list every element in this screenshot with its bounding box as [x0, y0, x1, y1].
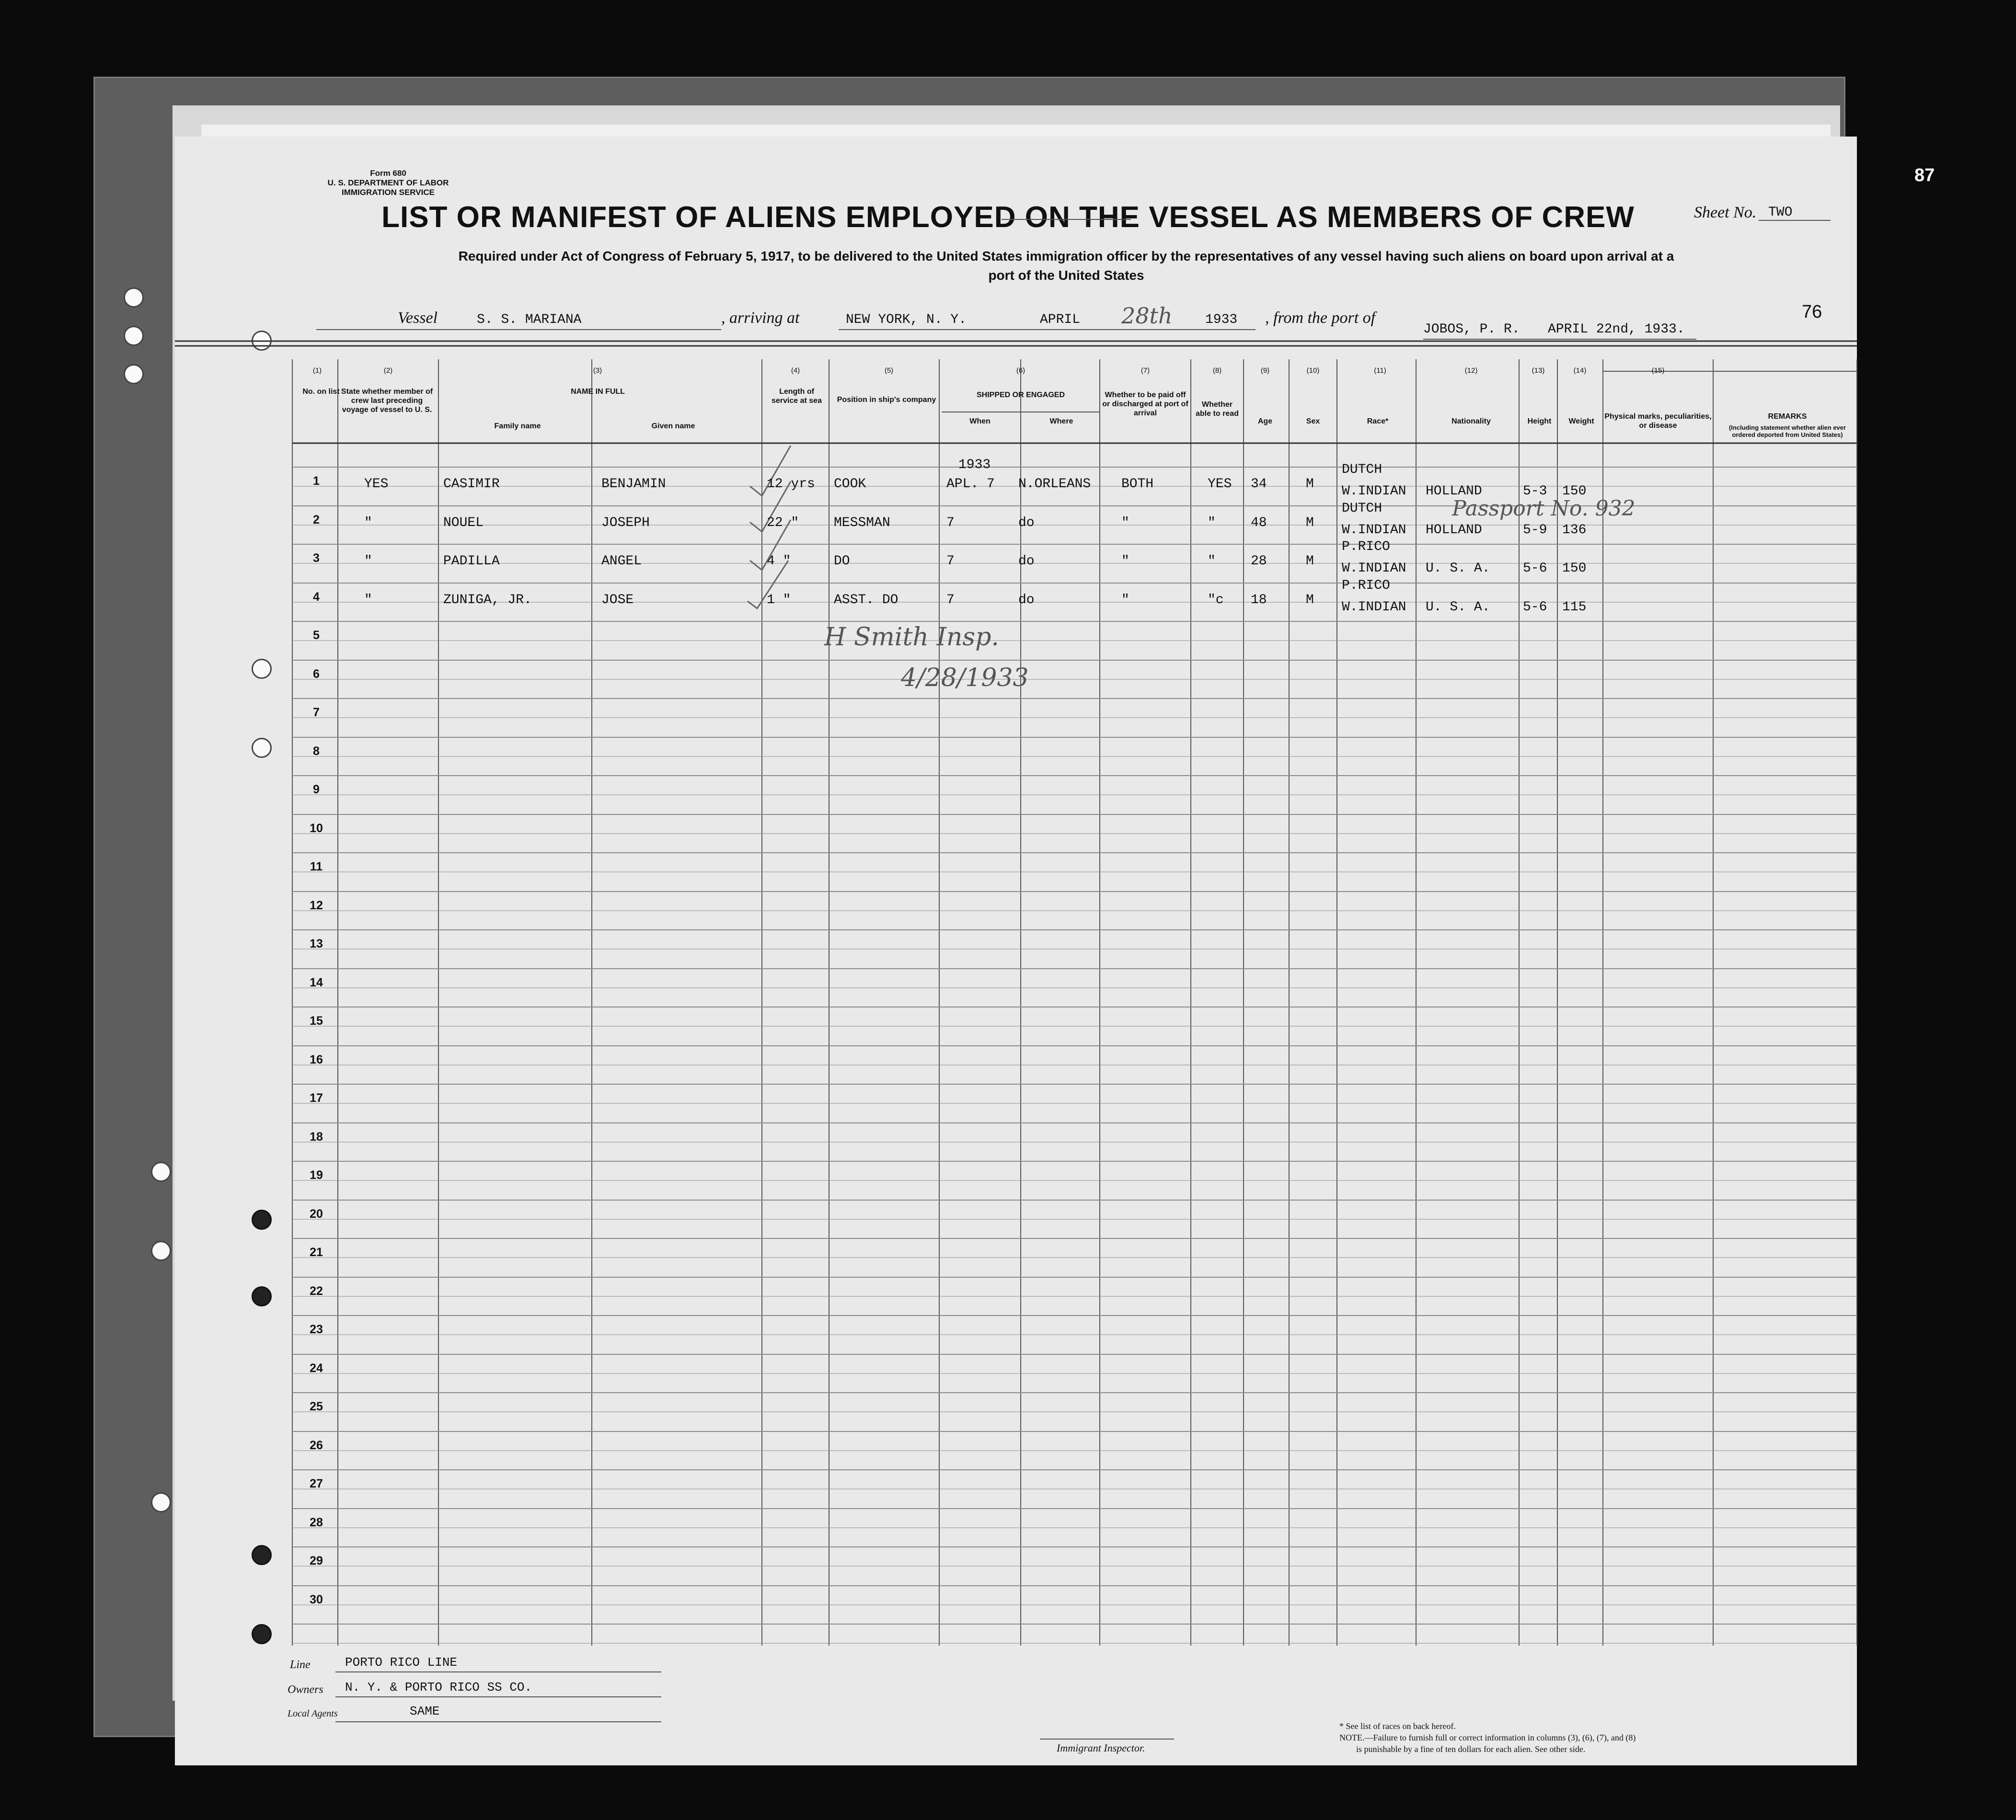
cell-sex: M — [1306, 554, 1314, 569]
cell-when: APL. 7 — [946, 477, 995, 492]
column-number: (5) — [884, 366, 894, 375]
cell-age: 34 — [1251, 477, 1267, 492]
cell-height: 5-6 — [1523, 599, 1547, 615]
column-number: (14) — [1573, 366, 1587, 375]
cell-race1: P.RICO — [1342, 578, 1390, 593]
races-note: * See list of races on back hereof. — [1339, 1721, 1456, 1731]
row-number: 21 — [310, 1246, 323, 1259]
cell-read: YES — [1208, 477, 1232, 492]
arriving-label: , arriving at — [721, 309, 800, 327]
row-number: 12 — [310, 898, 323, 912]
cell-given: JOSE — [601, 592, 634, 607]
row-number: 28 — [310, 1515, 323, 1529]
cell-service: 22 " — [767, 515, 799, 530]
owners-value: N. Y. & PORTO RICO SS CO. — [345, 1680, 532, 1694]
subtitle-line-2: port of the United States — [988, 268, 1144, 283]
cell-height: 5-6 — [1523, 561, 1547, 576]
header-paid-off: Whether to be paid off or discharged at port of arrival — [1102, 391, 1188, 417]
column-number: (10) — [1306, 366, 1320, 375]
row-number: 20 — [310, 1207, 323, 1221]
row-number: 8 — [313, 744, 320, 758]
cell-weight: 150 — [1562, 484, 1587, 499]
cell-family: ZUNIGA, JR. — [443, 592, 532, 607]
row-number: 22 — [310, 1284, 323, 1298]
column-number: (8) — [1212, 366, 1222, 375]
corner-number: 87 — [1914, 165, 1935, 185]
header-when: When — [969, 417, 991, 425]
sheet-no-value: TWO — [1768, 205, 1793, 220]
cell-given: BENJAMIN — [601, 477, 666, 492]
cell-family: NOUEL — [443, 515, 484, 530]
column-number: (15) — [1651, 366, 1665, 375]
cell-weight: 136 — [1562, 522, 1587, 538]
cell-age: 18 — [1251, 592, 1267, 607]
row-number: 26 — [310, 1438, 323, 1452]
cell-weight: 115 — [1562, 599, 1587, 615]
cell-position: COOK — [834, 477, 866, 492]
header-name-in-full: NAME IN FULL — [571, 388, 625, 396]
cell-read: " — [1208, 554, 1216, 569]
cell-where: N.ORLEANS — [1018, 477, 1091, 492]
departure-date: APRIL 22nd, 1933. — [1548, 322, 1685, 337]
line-label: Line — [290, 1659, 311, 1671]
cell-race2: W.INDIAN — [1342, 561, 1406, 576]
row-number: 25 — [310, 1400, 323, 1413]
header-length-of-service: Length of service at sea — [772, 388, 822, 405]
row-number: 7 — [313, 706, 320, 719]
cell-when-year: 1933 — [958, 458, 991, 472]
column-number: (4) — [791, 366, 800, 375]
header-sex: Sex — [1306, 417, 1320, 425]
document-title: LIST OR MANIFEST OF ALIENS EMPLOYED ON THE VESSEL AS MEMBERS OF CREW — [381, 201, 1635, 234]
cell-race2: W.INDIAN — [1342, 484, 1406, 499]
cell-sex: M — [1306, 592, 1314, 607]
cell-where: do — [1018, 554, 1035, 569]
cell-nationality: U. S. A. — [1426, 599, 1490, 615]
row-number: 1 — [313, 474, 320, 488]
cell-given: JOSEPH — [601, 515, 650, 530]
row-number: 3 — [313, 551, 320, 565]
column-number: (13) — [1532, 366, 1545, 375]
row-number: 5 — [313, 629, 320, 642]
row-number: 15 — [310, 1014, 323, 1028]
row-number: 29 — [310, 1554, 323, 1568]
cell-sex: M — [1306, 477, 1314, 492]
cell-race1: DUTCH — [1342, 462, 1382, 477]
arrival-port: NEW YORK, N. Y. — [846, 312, 967, 327]
row-number: 10 — [310, 821, 323, 835]
cell-where: do — [1018, 515, 1035, 530]
header-family-name: Family name — [494, 422, 541, 430]
cell-race1: P.RICO — [1342, 539, 1390, 554]
agents-value: SAME — [410, 1704, 440, 1718]
row-number: 2 — [313, 513, 320, 527]
cell-nationality: HOLLAND — [1426, 484, 1482, 499]
header-physical-marks: Physical marks, peculiarities, or disease — [1604, 412, 1712, 430]
cell-nationality: HOLLAND — [1426, 522, 1482, 538]
immigrant-inspector-label: Immigrant Inspector. — [1057, 1742, 1145, 1754]
row-number: 17 — [310, 1091, 323, 1105]
cell-service: 12 yrs — [767, 477, 815, 492]
inspector-signature-date: 4/28/1933 — [901, 664, 1029, 692]
cell-nationality: U. S. A. — [1426, 561, 1490, 576]
vessel-name: S. S. MARIANA — [477, 312, 582, 327]
arrival-day-handwritten: 28th — [1121, 303, 1173, 329]
row-number: 6 — [313, 667, 320, 681]
header-no-on-list: No. on list — [302, 388, 340, 396]
page-number: 76 — [1802, 302, 1822, 322]
line-value: PORTO RICO LINE — [345, 1655, 458, 1670]
sheet-no-label: Sheet No. — [1694, 204, 1757, 221]
vessel-label: Vessel — [398, 309, 438, 327]
header-given-name: Given name — [651, 422, 695, 430]
form-number: Form 680 — [370, 169, 406, 178]
header-age: Age — [1257, 417, 1273, 425]
cell-family: CASIMIR — [443, 477, 500, 492]
header-nationality: Nationality — [1452, 417, 1491, 425]
cell-sex: M — [1306, 515, 1314, 530]
cell-service: 1 " — [767, 592, 791, 607]
row-number: 9 — [313, 783, 320, 796]
column-number: (9) — [1260, 366, 1270, 375]
cell-age: 28 — [1251, 554, 1267, 569]
service-name: IMMIGRATION SERVICE — [342, 188, 435, 197]
from-port-label: , from the port of — [1265, 309, 1376, 327]
cell-race1: DUTCH — [1342, 501, 1382, 516]
cell-prev: " — [364, 554, 372, 569]
cell-paid: BOTH — [1121, 477, 1154, 492]
cell-height: 5-3 — [1523, 484, 1547, 499]
departure-port: JOBOS, P. R. — [1423, 322, 1520, 337]
cell-prev: " — [364, 515, 372, 530]
cell-when: 7 — [946, 554, 955, 569]
row-number: 13 — [310, 937, 323, 950]
arrival-year: 1933 — [1205, 312, 1238, 327]
cell-read: " — [1208, 515, 1216, 530]
row-number: 30 — [310, 1592, 323, 1606]
cell-when: 7 — [946, 515, 955, 530]
column-number: (2) — [383, 366, 393, 375]
row-number: 24 — [310, 1361, 323, 1375]
row-number: 27 — [310, 1477, 323, 1490]
row-number: 19 — [310, 1168, 323, 1182]
department-name: U. S. DEPARTMENT OF LABOR — [327, 178, 449, 187]
cell-race2: W.INDIAN — [1342, 599, 1406, 615]
header-previous-voyage: State whether member of crew last preceding voyage of vessel to U. S. — [341, 388, 433, 414]
header-remarks: REMARKS — [1768, 412, 1807, 421]
cell-paid: " — [1121, 554, 1129, 569]
column-number: (1) — [312, 366, 322, 375]
cell-where: do — [1018, 592, 1035, 607]
header-remarks-note: (Including statement whether alien ever ordered deported from United States) — [1728, 424, 1846, 438]
cell-service: 4 " — [767, 554, 791, 569]
row-number: 4 — [313, 590, 320, 604]
cell-paid: " — [1121, 592, 1129, 607]
row-number: 16 — [310, 1053, 323, 1066]
column-number: (7) — [1140, 366, 1150, 375]
cell-position: ASST. DO — [834, 592, 899, 607]
column-number: (3) — [593, 366, 602, 375]
agents-label: Local Agents — [288, 1708, 338, 1719]
arrival-month: APRIL — [1040, 312, 1081, 327]
row-number: 18 — [310, 1130, 323, 1144]
inspector-signature: H Smith Insp. — [824, 623, 999, 652]
cell-height: 5-9 — [1523, 522, 1547, 538]
header-where: Where — [1049, 417, 1073, 425]
cell-paid: " — [1121, 515, 1129, 530]
cell-read: "c — [1208, 592, 1224, 607]
header-height: Height — [1527, 417, 1552, 425]
row-number: 11 — [310, 860, 323, 873]
cell-position: DO — [834, 554, 850, 569]
header-able-to-read: Whether able to read — [1196, 401, 1239, 418]
cell-position: MESSMAN — [834, 515, 890, 530]
owners-label: Owners — [288, 1683, 323, 1696]
penalty-note-1: NOTE.—Failure to furnish full or correct information in columns (3), (6), (7), and (8) — [1339, 1733, 1636, 1742]
column-number: (6) — [1016, 366, 1025, 375]
column-number: (12) — [1464, 366, 1478, 375]
row-number: 23 — [310, 1323, 323, 1336]
cell-race2: W.INDIAN — [1342, 522, 1406, 538]
cell-passport-note: Passport No. 932 — [1452, 496, 1636, 521]
cell-weight: 150 — [1562, 561, 1587, 576]
cell-family: PADILLA — [443, 554, 500, 569]
cell-given: ANGEL — [601, 554, 642, 569]
cell-when: 7 — [946, 592, 955, 607]
penalty-note-2: is punishable by a fine of ten dollars for each alien. See other side. — [1356, 1744, 1586, 1754]
column-number: (11) — [1374, 366, 1386, 375]
cell-prev: YES — [364, 477, 389, 492]
cell-age: 48 — [1251, 515, 1267, 530]
subtitle-line-1: Required under Act of Congress of February 5, 1917, to be delivered to the United States immigration officer by the representatives of any vessel having such aliens on board upon arrival at a — [458, 249, 1674, 263]
cell-prev: " — [364, 592, 372, 607]
header-weight: Weight — [1568, 417, 1594, 425]
header-shipped-or-engaged: SHIPPED OR ENGAGED — [976, 391, 1065, 399]
header-race: Race* — [1367, 417, 1389, 425]
header-position: Position in ship's company — [837, 396, 936, 404]
row-number: 14 — [310, 975, 323, 989]
